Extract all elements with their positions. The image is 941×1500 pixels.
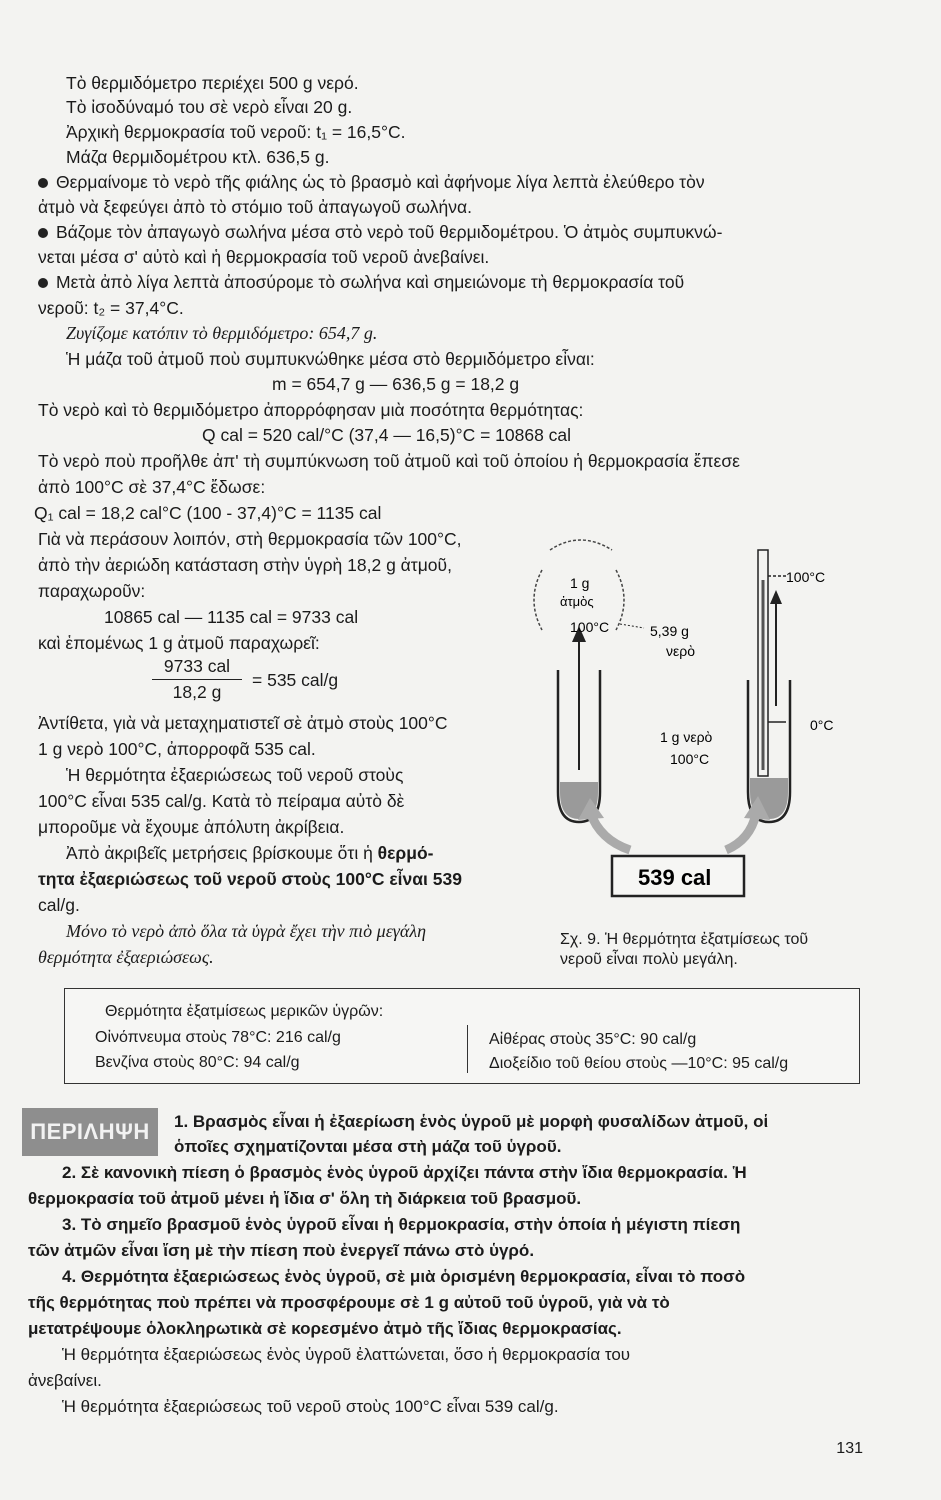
text-line: Μετὰ ἀπὸ λίγα λεπτὰ ἀποσύρομε τὸ σωλήνα καὶ σημειώνομε τὴ θερμοκρασία τοῦ [38,271,684,293]
figure-diagram [520,530,880,920]
text-line: Μάζα θερμιδομέτρου κτλ. 636,5 g. [66,147,330,167]
text-line: Ἡ θερμότητα ἐξαεριώσεως τοῦ νεροῦ στοὺς [66,765,404,785]
text-line: Τὸ θερμιδόμετρο περιέχει 500 g νερό. [66,73,359,93]
table-row: Αἰθέρας στοὺς 35°C: 90 cal/g [489,1031,697,1048]
fraction-denominator: 18,2 g [172,682,222,702]
heat-table [64,988,860,1084]
summary-line: 3. Τὸ σημεῖο βρασμοῦ ἑνὸς ὑγροῦ εἶναι ἡ θερμοκρασία, στὴν ὁποία ἡ μέγιστη πίεση [62,1215,741,1234]
text-line: 100°C εἶναι 535 cal/g. Κατὰ τὸ πείραμα αὐτὸ δὲ [38,791,405,811]
energy-label: 539 cal [638,865,712,890]
table-title: Θερμότητα ἐξατμίσεως μερικῶν ὑγρῶν: [105,1003,384,1020]
text-line: καὶ ἑπομένως 1 g ἀτμοῦ παραχωρεῖ: [38,633,320,653]
label-0c: 0°C [810,717,834,733]
label-steam-2: ἀτμὸς [560,594,594,609]
table-divider [467,1025,468,1073]
text-line: Ἀρχικὴ θερμοκρασία τοῦ νεροῦ: t₁ = 16,5°C. [66,122,406,142]
fraction-numerator: 9733 cal [163,656,231,676]
summary-line: 4. Θερμότητα ἐξαεριώσεως ἑνὸς ὑγροῦ, σὲ μιὰ ὁρισμένη θερμοκρασία, εἶναι τὸ ποσὸ [62,1267,746,1286]
caption-line: Σχ. 9. Ἡ θερμότητα ἐξατμίσεως τοῦ [560,931,809,948]
bullet-icon [38,278,48,288]
text-line: cal/g. [38,895,80,915]
label-water-2: νερὸ [666,643,695,659]
fraction-result: = 535 cal/g [252,670,339,690]
equation: m = 654,7 g — 636,5 g = 18,2 g [272,374,520,394]
table-row: Βενζίνα στοὺς 80°C: 94 cal/g [95,1054,300,1071]
summary-line: τῆς θερμότητας ποὺ πρέπει νὰ προσφέρουμε σὲ 1 g αὐτοῦ τοῦ ὑγροῦ, γιὰ νὰ τὸ [28,1293,670,1312]
summary-line: Ἡ θερμότητα ἐξαεριώσεως ἑνὸς ὑγροῦ ἐλαττώνεται, ὅσο ἡ θερμοκρασία του [62,1345,631,1364]
text-line: Ἀπὸ ἀκριβεῖς μετρήσεις βρίσκουμε ὅτι ἡ θερμό- [66,843,434,863]
text-line: νεροῦ: t₂ = 37,4°C. [38,298,184,318]
text-line: Τὸ νερὸ ποὺ προῆλθε ἀπ' τὴ συμπύκνωση τοῦ ἀτμοῦ καὶ τοῦ ὁποίου ἡ θερμοκρασία ἔπεσε [38,451,740,471]
text-line: θερμότητα ἐξαεριώσεως. [38,947,214,967]
text-line: ἀτμὸ νὰ ξεφεύγει ἀπὸ τὸ στόμιο τοῦ ἀπαγωγοῦ σωλήνα. [38,197,472,217]
equation: 10865 cal — 1135 cal = 9733 cal [104,607,359,627]
steam-swirl-icon [550,540,612,550]
label-100-right: 100°C [786,569,826,585]
text-line: Ἡ μάζα τοῦ ἀτμοῦ ποὺ συμπυκνώθηκε μέσα στὸ θερμιδόμετρο εἶναι: [66,349,595,369]
text-line: Ἀντίθετα, γιὰ νὰ μεταχηματιστεῖ σὲ ἀτμὸ στοὺς 100°C [38,713,448,733]
equation: Q cal = 520 cal/°C (37,4 — 16,5)°C = 10868 cal [202,425,572,445]
text-line: παραχωροῦν: [38,581,146,601]
text-line: Ζυγίζομε κατόπιν τὸ θερμιδόμετρο: 654,7 g. [66,323,378,343]
summary-line: ὁποῖες σχηματίζονται μέσα στὴ μάζα τοῦ ὑγροῦ. [174,1137,562,1156]
table-row: Οἰνόπνευμα στοὺς 78°C: 216 cal/g [95,1029,341,1046]
summary-line: 1. Βρασμὸς εἶναι ἡ ἐξαερίωση ἑνὸς ὑγροῦ μὲ μορφὴ φυσαλίδων ἀτμοῦ, οἱ [174,1112,769,1131]
text-line: 1 g νερὸ 100°C, ἀπορροφᾶ 535 cal. [38,739,316,759]
equation: Q₁ cal = 18,2 cal°C (100 - 37,4)°C = 1135 cal [34,503,382,523]
text-line: ἀπὸ 100°C σὲ 37,4°C ἔδωσε: [38,477,266,497]
text-line: τητα ἐξαεριώσεως τοῦ νεροῦ στοὺς 100°C εἶναι 539 [38,869,462,889]
bullet-icon [38,178,48,188]
summary-line: μετατρέψουμε ὁλοκληρωτικὰ σὲ κορεσμένο ἀτμὸ τῆς ἴδιας θερμοκρασίας. [28,1319,622,1338]
text-line: Τὸ ἰσοδύναμό του σὲ νερὸ εἶναι 20 g. [66,97,353,117]
figure-caption [560,930,808,970]
fraction [152,656,242,703]
text-line: Γιὰ νὰ περάσουν λοιπόν, στὴ θερμοκρασία τῶν 100°C, [38,529,462,549]
summary-badge: ΠΕΡΙΛΗΨΗ [22,1108,158,1156]
arrow-head-icon [770,590,782,604]
steam-swirl-icon [534,570,542,630]
steam-swirl-icon [616,570,624,630]
label-liquid-2: 100°C [670,751,710,767]
text-line: μποροῦμε νὰ ἔχουμε ἀπόλυτη ἀκρίβεια. [38,817,345,837]
text-line: νεται μέσα σ' αὐτὸ καὶ ἡ θερμοκρασία τοῦ νεροῦ ἀνεβαίνει. [38,247,490,267]
text-line: ἀπὸ τὴν ἀεριώδη κατάσταση στὴν ὑγρὴ 18,2 g ἀτμοῦ, [38,555,452,575]
text-line: Θερμαίνομε τὸ νερὸ τῆς φιάλης ὡς τὸ βρασμὸ καὶ ἀφήνομε λίγα λεπτὰ ἐλεύθερο τὸν [38,171,705,193]
label-100-left: 100°C [570,619,610,635]
summary-line: 2. Σὲ κανονικὴ πίεση ὁ βρασμὸς ἑνὸς ὑγροῦ ἀρχίζει πάντα στὴν ἴδια θερμοκρασία. Ἡ [62,1163,747,1182]
summary-line: θερμοκρασία τοῦ ἀτμοῦ μένει ἡ ἴδια σ' ὅλη τὴ διάρκεια τοῦ βρασμοῦ. [28,1189,582,1208]
label-liquid: 1 g νερὸ [660,729,713,745]
caption-line: νεροῦ εἶναι πολὺ μεγάλη. [560,951,738,968]
label-steam: 1 g [570,575,590,591]
label-water: 5,39 g [650,623,689,639]
text-line: Βάζομε τὸν ἀπαγωγὸ σωλήνα μέσα στὸ νερὸ τοῦ θερμιδομέτρου. Ὁ ἀτμὸς συμπυκνώ- [38,221,722,243]
summary-line: Ἡ θερμότητα ἐξαεριώσεως τοῦ νεροῦ στοὺς 100°C εἶναι 539 cal/g. [62,1397,559,1416]
summary-line: ἀνεβαίνει. [28,1371,102,1390]
summary-line: τῶν ἀτμῶν εἶναι ἴση μὲ τὴν πίεση ποὺ ἐνεργεῖ πάνω στὸ ὑγρό. [28,1241,535,1260]
pointer-line [620,624,644,628]
page-number: 131 [836,1440,863,1457]
curved-arrow [726,814,756,850]
bullet-icon [38,228,48,238]
table-row: Διοξείδιο τοῦ θείου στοὺς —10°C: 95 cal/g [489,1055,789,1072]
text-line: Τὸ νερὸ καὶ τὸ θερμιδόμετρο ἀπορρόφησαν μιὰ ποσότητα θερμότητας: [38,400,584,420]
text-line: Μόνο τὸ νερὸ ἀπὸ ὅλα τὰ ὑγρὰ ἔχει τὴν πιὸ μεγάλη [66,921,427,941]
fraction-bar [152,679,242,680]
